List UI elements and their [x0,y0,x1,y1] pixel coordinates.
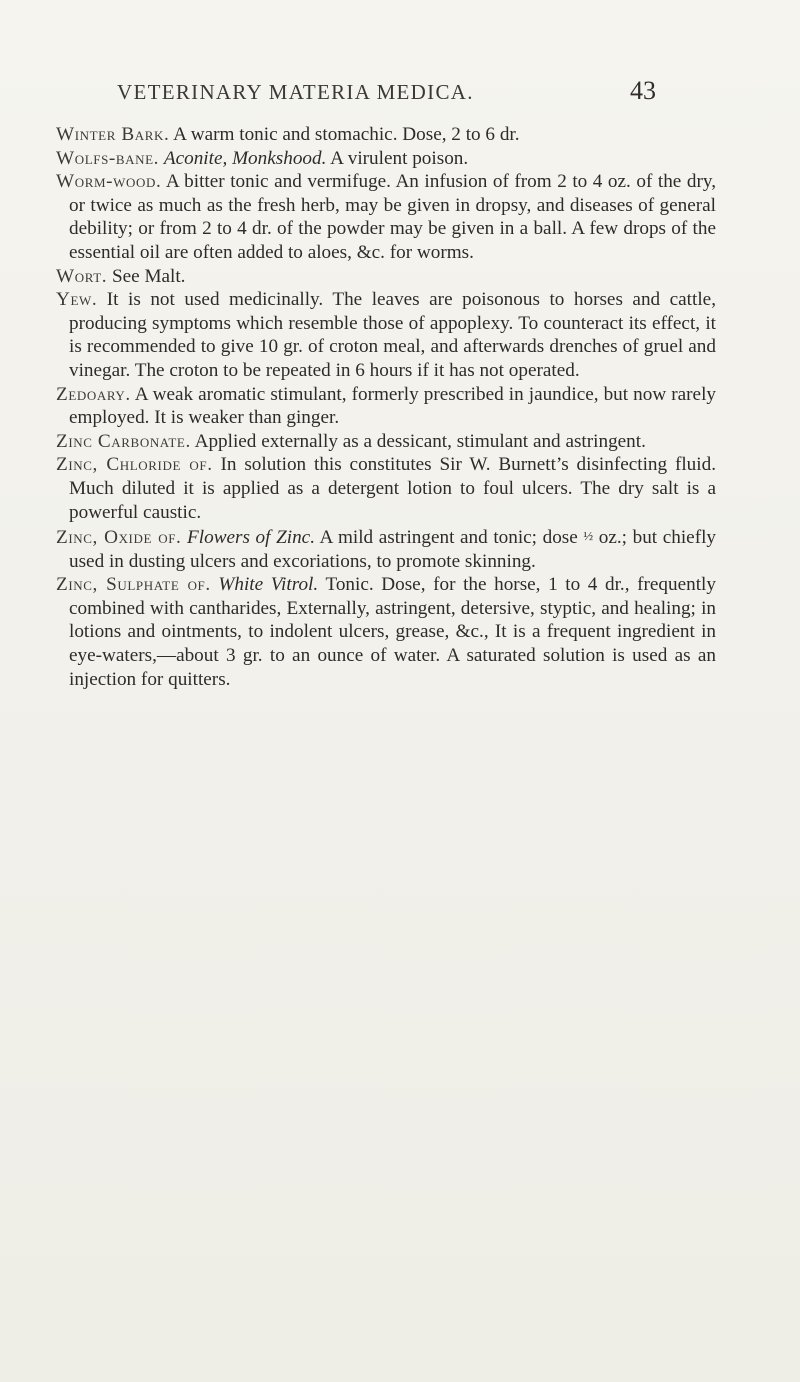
entry-wort [56,265,716,289]
entry-text-continued: oz.; but chiefly used in dusting ulcers and excoriations, to promote skinning. [69,527,717,572]
entry-worm-wood [56,170,716,264]
entry-wolfs-bane [56,147,716,171]
entry-text: A mild astringent and tonic; dose [315,527,584,549]
running-head [0,76,800,116]
headword: Wort. [56,265,108,287]
headword: Zinc Carbonate. [56,430,191,452]
entry-text: Applied externally as a dessicant, stimulant and astringent. [190,430,646,452]
headword: Winter Bark. [56,124,170,145]
headword: Zinc, Sulphate of. [56,574,211,596]
entry-winter-bark [56,123,716,147]
entry-zedoary [56,383,716,430]
entry-text: A warm tonic and stomachic. Dose, 2 to 6 dr. [169,124,520,145]
alternate-name: Flowers of Zinc. [187,527,315,549]
entry-zinc-sulphate [56,573,716,691]
headword: Worm-wood. [56,171,162,193]
entry-text: A weak aromatic stimulant, formerly prescribed in jaundice, but now rarely employed. It is weaker than ginger. [69,383,716,429]
headword: Zinc, Oxide of. [56,527,182,549]
entry-text: In solution this constitutes Sir W. Burnett’s disinfecting fluid. Much diluted it is applied as a detergent lotion to foul ulcers. The dry salt is a powerful caustic. [69,454,716,523]
headword: Wolfs-bane. [56,147,160,169]
entry-zinc-oxide [56,524,716,573]
entry-zinc-chloride [56,453,716,524]
alternate-name: White Vitrol. [218,574,319,596]
dose-fraction: ½ [583,528,594,544]
entry-zinc-carbonate [56,430,716,454]
entry-text: A virulent poison. [326,147,469,169]
page-number: 43 [630,76,656,105]
entry-text: A bitter tonic and vermifuge. An infusion of from 2 to 4 oz. of the dry, or twice as much as the fresh herb, may be given in dropsy, and diseases of general debility; or from 2 to 4 dr. of the powder may be given in a ball. A few drops of the essential oil are often added to aloes, &c. for worms. [69,171,716,263]
entry-text: See Malt. [107,265,186,287]
running-title: VETERINARY MATERIA MEDICA. [117,80,474,104]
alternate-name: Aconite, Monkshood. [163,147,327,169]
entry-text: Tonic. Dose, for the horse, 1 to 4 dr., frequently combined with cantharides, Externally, astringent, detersive, styptic, and healing; in lotions and ointments, to indolent ulcers, grease, &c., It is a frequent ingredient in eye-waters,—about 3 gr. to an ounce of water. A saturated solution is used as an injection for quitters. [69,574,716,690]
headword: Yew. [56,289,98,311]
entry-text: It is not used medicinally. The leaves are poisonous to horses and cattle, producing symptoms which resemble those of appoplexy. To counteract its effect, it is recommended to give 10 gr. of croton meal, and afterwards drenches of gruel and vinegar. The croton to be repeated in 6 hours if it has not operated. [69,289,716,381]
glossary-entries [56,123,716,691]
entry-yew [56,288,716,382]
headword: Zedoary. [56,383,131,405]
headword: Zinc, Chloride of. [56,454,213,476]
